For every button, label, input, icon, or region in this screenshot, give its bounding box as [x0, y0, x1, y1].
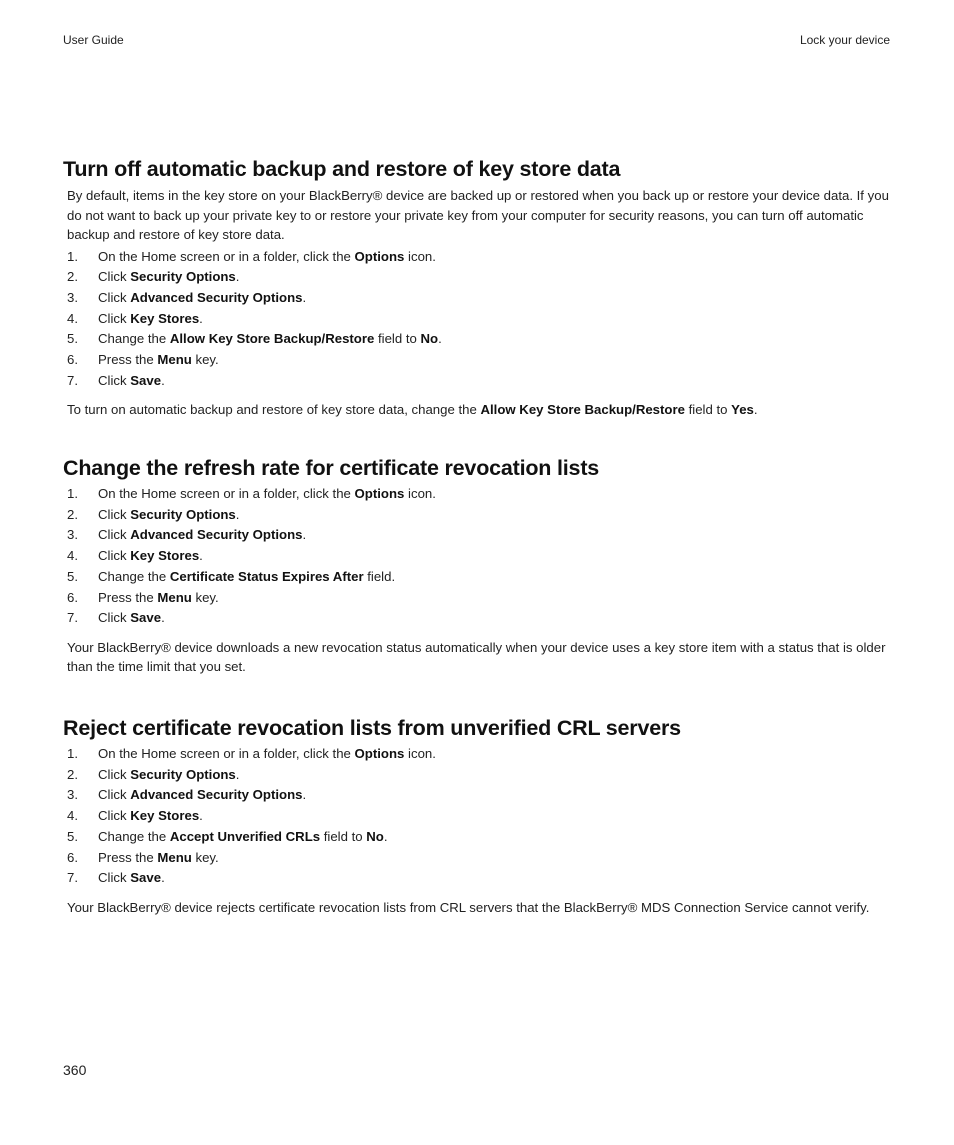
step-number: 7.	[67, 372, 78, 388]
step-text: Click	[98, 548, 131, 564]
step-text: .	[302, 787, 307, 803]
step-text: Click	[98, 372, 131, 388]
step-ui-term: Key Stores	[130, 808, 200, 824]
step-ui-term: Menu	[157, 589, 192, 605]
step-text: icon.	[404, 746, 436, 761]
section-refresh-rate	[63, 455, 893, 677]
list-item	[67, 309, 893, 330]
step-ui-term: Security Options	[130, 766, 236, 782]
step-text: icon.	[404, 248, 436, 264]
step-ui-term: Menu	[157, 849, 192, 865]
step-number: 4.	[67, 808, 78, 824]
step-number: 6.	[67, 589, 78, 605]
step-text: .	[161, 372, 165, 388]
step-text: .	[199, 548, 203, 564]
list-item	[67, 546, 893, 567]
step-number: 7.	[67, 870, 78, 886]
step-ui-term: Allow Key Store Backup/Restore	[169, 331, 375, 347]
step-number: 5.	[67, 331, 78, 347]
step-text: Click	[98, 610, 131, 626]
list-item	[67, 827, 893, 848]
section-intro: By default, items in the key store on your BlackBerry® device are backed up or restored when you back up or restore your device data. If you do not want to back up your private key to or restore your private key from your computer for security reasons, you can turn off automatic backup and restore of key store data.	[67, 188, 889, 242]
step-text: .	[199, 808, 203, 824]
steps-list	[63, 484, 893, 629]
note-text: field to	[684, 402, 732, 418]
step-number: 1.	[67, 746, 78, 761]
step-text: .	[383, 828, 388, 844]
list-item	[67, 848, 893, 869]
step-ui-term: Accept Unverified CRLs	[169, 828, 321, 844]
note-text: To turn on automatic backup and restore of key store data, change the	[67, 402, 481, 418]
step-number: 4.	[67, 548, 78, 564]
step-number: 3.	[67, 289, 78, 305]
list-item	[67, 267, 893, 288]
step-text: field to	[374, 331, 421, 347]
step-text: Click	[98, 289, 131, 305]
step-ui-term: Options	[354, 486, 405, 501]
step-text: Press the	[98, 589, 158, 605]
step-text: Click	[98, 787, 131, 803]
step-ui-term: Certificate Status Expires After	[169, 568, 364, 584]
step-ui-term: Menu	[157, 352, 192, 368]
list-item	[67, 371, 893, 392]
list-item	[67, 288, 893, 309]
step-text: icon.	[404, 486, 436, 501]
step-ui-term: Save	[130, 610, 162, 626]
list-item	[67, 868, 893, 889]
step-text: Press the	[98, 849, 158, 865]
page-number: 360	[63, 1062, 87, 1078]
section-note: Your BlackBerry® device downloads a new revocation status automatically when your device uses a key store item with a status that is older than the time limit that you set.	[67, 639, 886, 675]
header-doc-title: User Guide	[63, 33, 124, 47]
list-item	[67, 785, 893, 806]
step-text: On the Home screen or in a folder, click the	[98, 486, 355, 501]
step-number: 6.	[67, 352, 78, 368]
step-text: Click	[98, 310, 131, 326]
step-number: 7.	[67, 610, 78, 626]
note-text: .	[753, 402, 758, 418]
section-note	[67, 400, 893, 420]
step-number: 2.	[67, 506, 78, 522]
list-item	[67, 525, 893, 546]
step-text: Press the	[98, 352, 158, 368]
step-text: .	[438, 331, 442, 347]
step-ui-term: No	[366, 828, 384, 844]
section-reject-unverified-crl	[63, 715, 893, 917]
list-item	[67, 329, 893, 350]
step-text: On the Home screen or in a folder, click the	[98, 248, 355, 264]
step-number: 1.	[67, 486, 78, 501]
step-text: Click	[98, 808, 131, 824]
step-ui-term: Options	[354, 746, 405, 761]
step-ui-term: No	[420, 331, 439, 347]
step-text: .	[161, 870, 165, 886]
step-text: key.	[191, 352, 219, 368]
list-item	[67, 505, 893, 526]
list-item	[67, 806, 893, 827]
list-item	[67, 765, 893, 786]
step-ui-term: Security Options	[130, 506, 236, 522]
step-text: .	[302, 289, 307, 305]
step-ui-term: Save	[130, 870, 162, 886]
step-text: Click	[98, 870, 131, 886]
step-ui-term: Options	[354, 248, 405, 264]
step-text: Click	[98, 527, 131, 543]
section-note: Your BlackBerry® device rejects certificate revocation lists from CRL servers that the BlackBerry® MDS Connection Service cannot verify.	[67, 899, 870, 915]
step-text: .	[235, 506, 240, 522]
step-text: .	[235, 269, 240, 285]
list-item	[67, 608, 893, 629]
step-text: field to	[320, 828, 367, 844]
step-ui-term: Key Stores	[130, 310, 200, 326]
step-text: .	[161, 610, 165, 626]
step-ui-term: Advanced Security Options	[130, 787, 303, 803]
step-text: Click	[98, 506, 131, 522]
list-item	[67, 567, 893, 588]
step-number: 4.	[67, 310, 78, 326]
step-text: On the Home screen or in a folder, click the	[98, 746, 355, 761]
steps-list	[63, 247, 893, 392]
step-text: key.	[191, 589, 219, 605]
list-item	[67, 484, 893, 505]
steps-list	[63, 744, 893, 889]
step-ui-term: Advanced Security Options	[130, 527, 303, 543]
list-item	[67, 350, 893, 371]
section-heading: Turn off automatic backup and restore of key store data	[63, 157, 621, 181]
step-text: Click	[98, 269, 131, 285]
step-number: 2.	[67, 269, 78, 285]
step-text: Change the	[98, 828, 170, 844]
step-number: 5.	[67, 828, 78, 844]
section-turn-off-backup	[63, 156, 893, 420]
step-text: .	[199, 310, 203, 326]
list-item	[67, 588, 893, 609]
step-ui-term: Advanced Security Options	[130, 289, 303, 305]
section-heading: Reject certificate revocation lists from unverified CRL servers	[63, 716, 681, 740]
step-number: 1.	[67, 248, 78, 264]
step-number: 3.	[67, 787, 78, 803]
step-number: 3.	[67, 527, 78, 543]
list-item	[67, 744, 893, 765]
section-heading: Change the refresh rate for certificate revocation lists	[63, 456, 600, 480]
note-ui-term: Allow Key Store Backup/Restore	[480, 402, 685, 418]
step-number: 6.	[67, 849, 78, 865]
header-chapter-title: Lock your device	[799, 33, 890, 47]
step-text: field.	[363, 568, 396, 584]
step-text: .	[302, 527, 307, 543]
step-text: .	[235, 766, 240, 782]
note-ui-term: Yes	[731, 402, 754, 418]
step-text: Change the	[98, 568, 170, 584]
step-text: key.	[191, 849, 219, 865]
step-number: 5.	[67, 568, 78, 584]
list-item	[67, 247, 893, 268]
step-ui-term: Save	[130, 372, 162, 388]
step-number: 2.	[67, 766, 78, 782]
step-text: Change the	[98, 331, 170, 347]
step-ui-term: Key Stores	[130, 548, 200, 564]
step-text: Click	[98, 766, 131, 782]
step-ui-term: Security Options	[130, 269, 236, 285]
